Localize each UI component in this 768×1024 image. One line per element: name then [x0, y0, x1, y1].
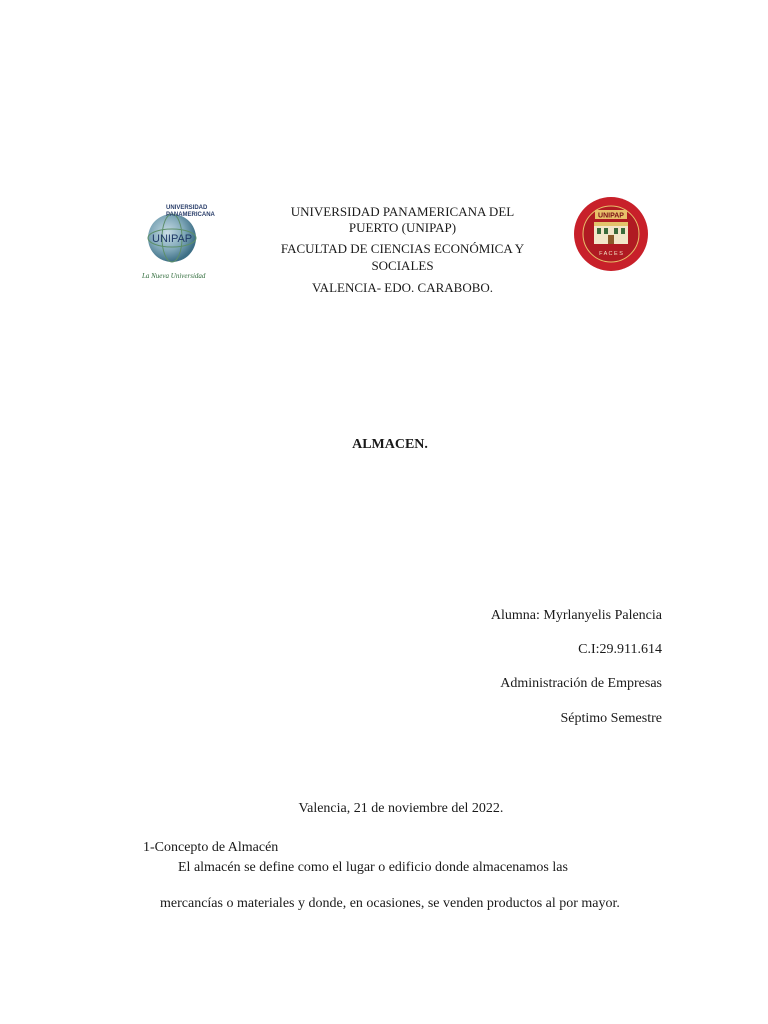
date-line: Valencia, 21 de noviembre del 2022.: [298, 801, 504, 816]
seal-bottom-text: F A C E S: [599, 251, 623, 257]
logo-top-text2: PANAMERICANA: [166, 212, 215, 218]
faces-seal: [572, 195, 650, 273]
location-line: VALENCIA- EDO. CARABOBO.: [311, 280, 494, 295]
faculty-line1: FACULTAD DE CIENCIAS ECONÓMICA Y: [280, 241, 525, 256]
document-title: ALMACEN.: [352, 437, 428, 452]
logo-top-text1: UNIVERSIDAD: [166, 205, 208, 211]
section-line2: mercancías o materiales y donde, en ocasiones, se venden productos al por mayor.: [160, 896, 620, 911]
university-line2: PUERTO (UNIPAP): [348, 220, 457, 235]
section-line1: El almacén se define como el lugar o edificio donde almacenamos las: [178, 860, 568, 875]
logo-globe-text: UNIPAP: [152, 233, 193, 245]
student-career: Administración de Empresas: [500, 676, 662, 691]
university-line1: UNIVERSIDAD PANAMERICANA DEL: [290, 204, 515, 219]
student-semester: Séptimo Semestre: [560, 711, 662, 726]
student-id: C.I:29.911.614: [578, 642, 662, 657]
seal-banner-text: UNIPAP: [598, 212, 624, 220]
faces-seal-logo-icon: [572, 195, 650, 273]
unipap-logo: [140, 200, 222, 282]
student-name: Alumna: Myrlanyelis Palencia: [490, 608, 662, 623]
section-heading: 1-Concepto de Almacén: [143, 840, 279, 855]
faculty-line2: SOCIALES: [371, 258, 434, 273]
unipap-globe-logo-icon: [140, 200, 222, 282]
logo-tagline: La Nueva Universidad: [142, 272, 206, 280]
